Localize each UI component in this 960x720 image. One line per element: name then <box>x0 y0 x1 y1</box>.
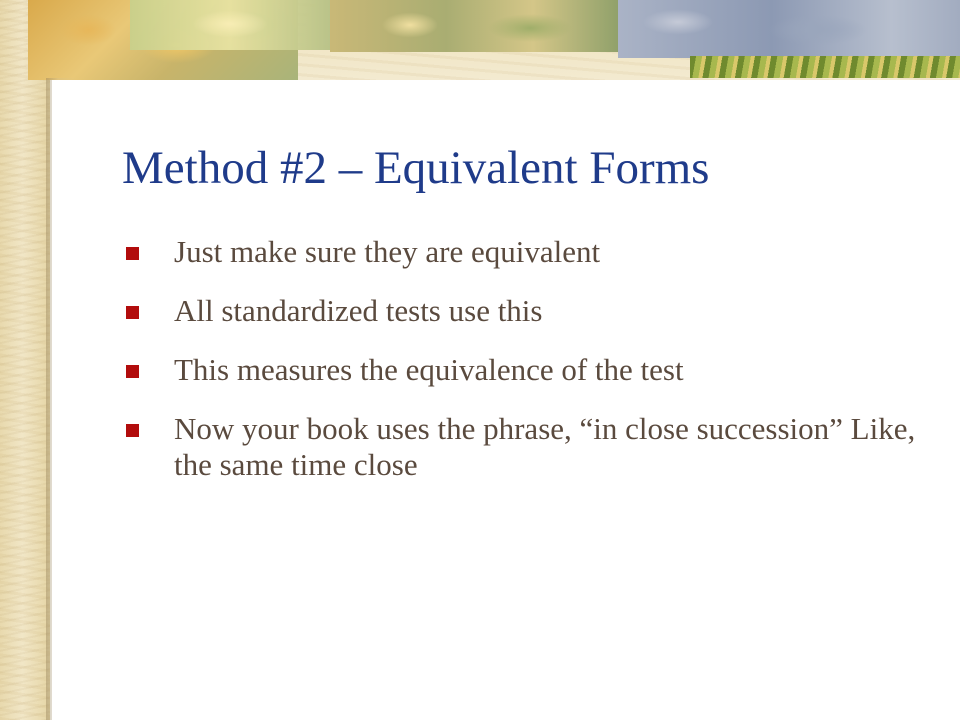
leaf-photo-tile <box>330 0 620 52</box>
square-bullet-icon <box>126 365 139 378</box>
parchment-left-strip <box>0 0 50 720</box>
leaf-photo-tile <box>130 0 330 50</box>
bullet-text: This measures the equivalence of the test <box>174 352 684 387</box>
bullet-text: Just make sure they are equivalent <box>174 234 601 269</box>
grass-photo-strip <box>690 56 960 78</box>
bullet-item <box>126 411 916 483</box>
bullet-item <box>126 293 916 329</box>
bullet-text: All standardized tests use this <box>174 293 543 328</box>
slide-title: Method #2 – Equivalent Forms <box>122 142 710 194</box>
square-bullet-icon <box>126 306 139 319</box>
square-bullet-icon <box>126 247 139 260</box>
bullet-item <box>126 352 916 388</box>
bullet-item <box>126 234 916 270</box>
bullet-list <box>126 234 916 506</box>
leaf-photo-tile <box>618 0 960 58</box>
bullet-text: Now your book uses the phrase, “in close succession” Like, the same time close <box>174 411 916 482</box>
square-bullet-icon <box>126 424 139 437</box>
